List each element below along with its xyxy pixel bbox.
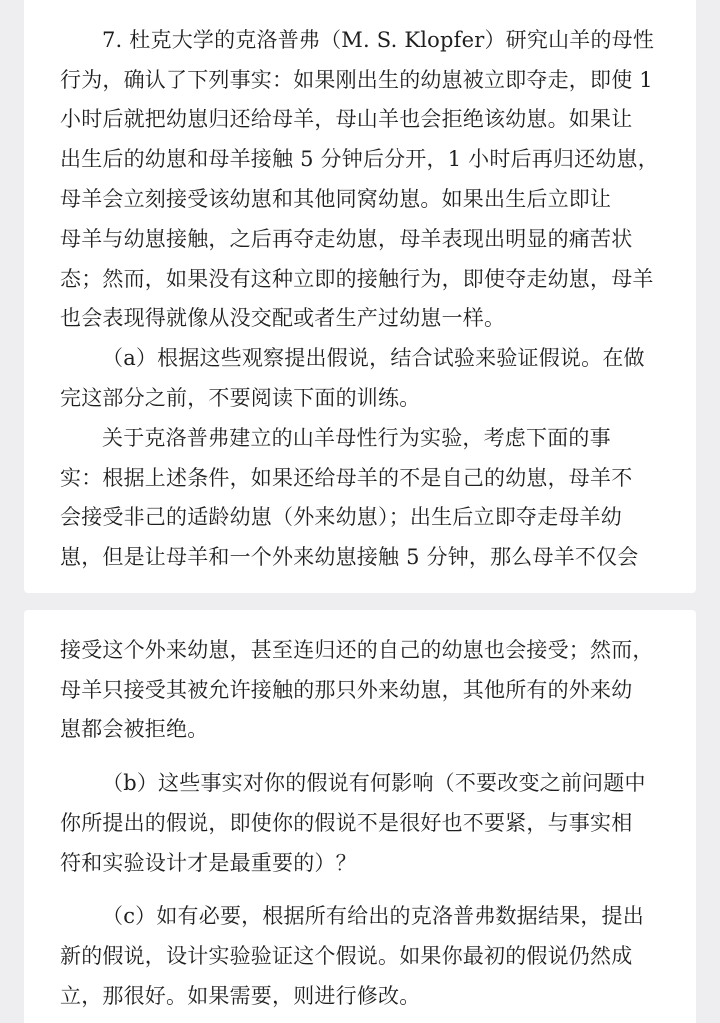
paragraph-line: 你所提出的假说，即使你的假说不是很好也不要紧，与事实相 <box>60 811 633 835</box>
paragraph-line: 立，那很好。如果需要，则进行修改。 <box>60 984 421 1008</box>
paragraph-line: 母羊只接受其被允许接触的那只外来幼崽，其他所有的外来幼 <box>60 678 633 702</box>
paragraph-line: 7. 杜克大学的克洛普弗（M. S. Klopfer）研究山羊的母性 <box>102 28 655 52</box>
paragraph-line: 符和实验设计才是最重要的）？ <box>60 851 357 875</box>
paragraph-line: 完这部分之前，不要阅读下面的训练。 <box>60 386 421 410</box>
text-card-bottom <box>24 610 696 1023</box>
paragraph-line: 接受这个外来幼崽，甚至连归还的自己的幼崽也会接受；然而， <box>60 638 654 662</box>
paragraph-line: 也会表现得就像从没交配或者生产过幼崽一样。 <box>60 306 506 330</box>
paragraph-line: 态；然而，如果没有这种立即的接触行为，即使夺走幼崽，母羊 <box>60 267 654 291</box>
paragraph-line: 母羊与幼崽接触，之后再夺走幼崽，母羊表现出明显的痛苦状 <box>60 227 633 251</box>
question-a-line: （a）根据这些观察提出假说，结合试验来验证假说。在做 <box>102 346 645 370</box>
text-card-top <box>24 0 696 593</box>
paragraph-line: 出生后的幼崽和母羊接触 5 分钟后分开，1 小时后再归还幼崽， <box>60 147 659 171</box>
paragraph-line: 行为，确认了下列事实：如果刚出生的幼崽被立即夺走，即使 1 <box>60 68 653 92</box>
paragraph-line: 关于克洛普弗建立的山羊母性行为实验，考虑下面的事 <box>102 426 611 450</box>
paragraph-line: 小时后就把幼崽归还给母羊，母山羊也会拒绝该幼崽。如果让 <box>60 107 633 131</box>
paragraph-line: 崽，但是让母羊和一个外来幼崽接触 5 分钟，那么母羊不仅会 <box>60 545 639 569</box>
paragraph-line: 崽都会被拒绝。 <box>60 717 209 741</box>
paragraph-line: 会接受非己的适龄幼崽（外来幼崽）；出生后立即夺走母羊幼 <box>60 505 622 529</box>
paragraph-line: 实：根据上述条件，如果还给母羊的不是自己的幼崽，母羊不 <box>60 466 633 490</box>
paragraph-line: 新的假说，设计实验验证这个假说。如果你最初的假说仍然成 <box>60 944 633 968</box>
question-b-line: （b）这些事实对你的假说有何影响（不要改变之前问题中 <box>102 771 646 795</box>
paragraph-line: 母羊会立刻接受该幼崽和其他同窝幼崽。如果出生后立即让 <box>60 187 612 211</box>
question-c-line: （c）如有必要，根据所有给出的克洛普弗数据结果，提出 <box>102 904 644 928</box>
